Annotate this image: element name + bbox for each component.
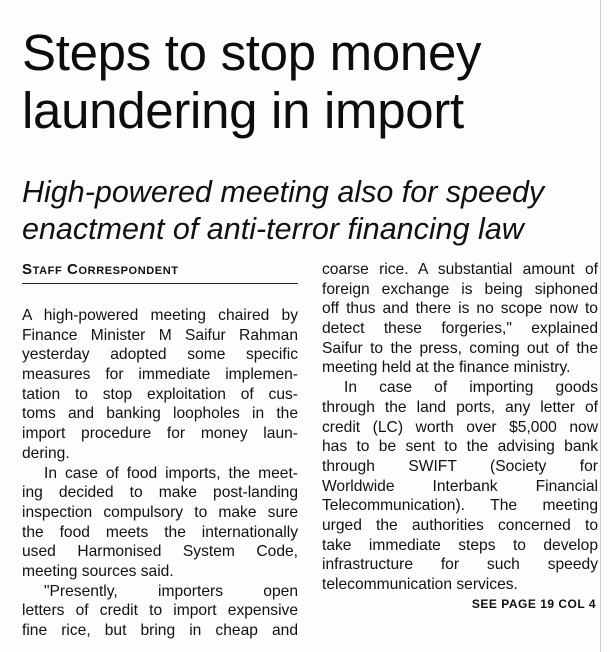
byline-rule	[22, 283, 298, 284]
body-text-line: used Harmonised System Code,	[22, 543, 298, 561]
body-text-line: telecommunication services.	[322, 576, 518, 593]
headline	[22, 24, 602, 140]
body-text-line: has to be sent to the advising bank	[322, 438, 598, 456]
body-text-line: toms and banking loopholes in the	[22, 405, 298, 423]
body-text-line: dering.	[22, 444, 70, 462]
headline-line: laundering in import	[22, 82, 464, 139]
body-text-line: measures for immediate implemen-	[22, 366, 298, 384]
body-text-line: Finance Minister M Saifur Rahman	[22, 326, 298, 344]
body-text-line: In case of food imports, the meet-	[44, 464, 298, 482]
body-text-line: foreign exchange is being siphoned	[322, 280, 598, 298]
body-text-line: meeting held at the finance ministry.	[322, 359, 571, 377]
body-text-line: fine rice, but bring in cheap and	[22, 622, 298, 639]
body-text-line: "Presently, importers open	[44, 582, 298, 600]
headline-line: Steps to stop money	[22, 24, 482, 81]
body-text-line: detect these forgeries," explained	[322, 320, 598, 338]
body-text-line: inspection compulsory to make sure	[22, 503, 298, 521]
body-text-line: yesterday adopted some specific	[22, 346, 298, 364]
subheadline-line: High-powered meeting also for speedy	[22, 175, 545, 209]
subheadline	[22, 174, 602, 248]
body-text-line: take immediate steps to develop	[322, 536, 598, 554]
subheadline-line: enactment of anti-terror financing law	[22, 212, 524, 246]
body-text-line: off thus and there is no scope now to	[322, 300, 598, 318]
body-text-line: infrastructure for such speedy	[322, 556, 598, 574]
body-text-line: meeting sources said.	[22, 562, 174, 580]
byline: Staff Correspondent	[22, 261, 179, 278]
body-text-line: through the land ports, any letter of	[322, 398, 598, 416]
body-text-line: In case of importing goods	[344, 379, 598, 397]
body-column-right	[322, 260, 598, 595]
body-text-line: the food meets the internationally	[22, 523, 298, 541]
body-text-line: Worldwide Interbank Financial	[322, 477, 598, 495]
body-text-line: through SWIFT (Society for	[322, 457, 598, 475]
body-text-line: import procedure for money laun-	[22, 425, 298, 443]
continued-jump-line: SEE PAGE 19 COL 4	[471, 597, 596, 611]
body-text-line: letters of credit to import expensive	[22, 602, 298, 620]
body-text-line: coarse rice. A substantial amount of	[322, 261, 598, 278]
body-text-line: Telecommunication). The meeting	[322, 497, 598, 515]
body-text-line: ing decided to make post-landing	[22, 484, 298, 502]
body-text-line: tation to stop exploitation of cus-	[22, 385, 298, 403]
body-text-line: credit (LC) worth over $5,000 now	[322, 418, 598, 436]
body-text-line: urged the authorities concerned to	[322, 516, 598, 534]
body-column-left	[22, 306, 298, 641]
body-text-line: Saifur to the press, coming out of the	[322, 339, 598, 357]
body-text-line: A high-powered meeting chaired by	[22, 307, 298, 324]
